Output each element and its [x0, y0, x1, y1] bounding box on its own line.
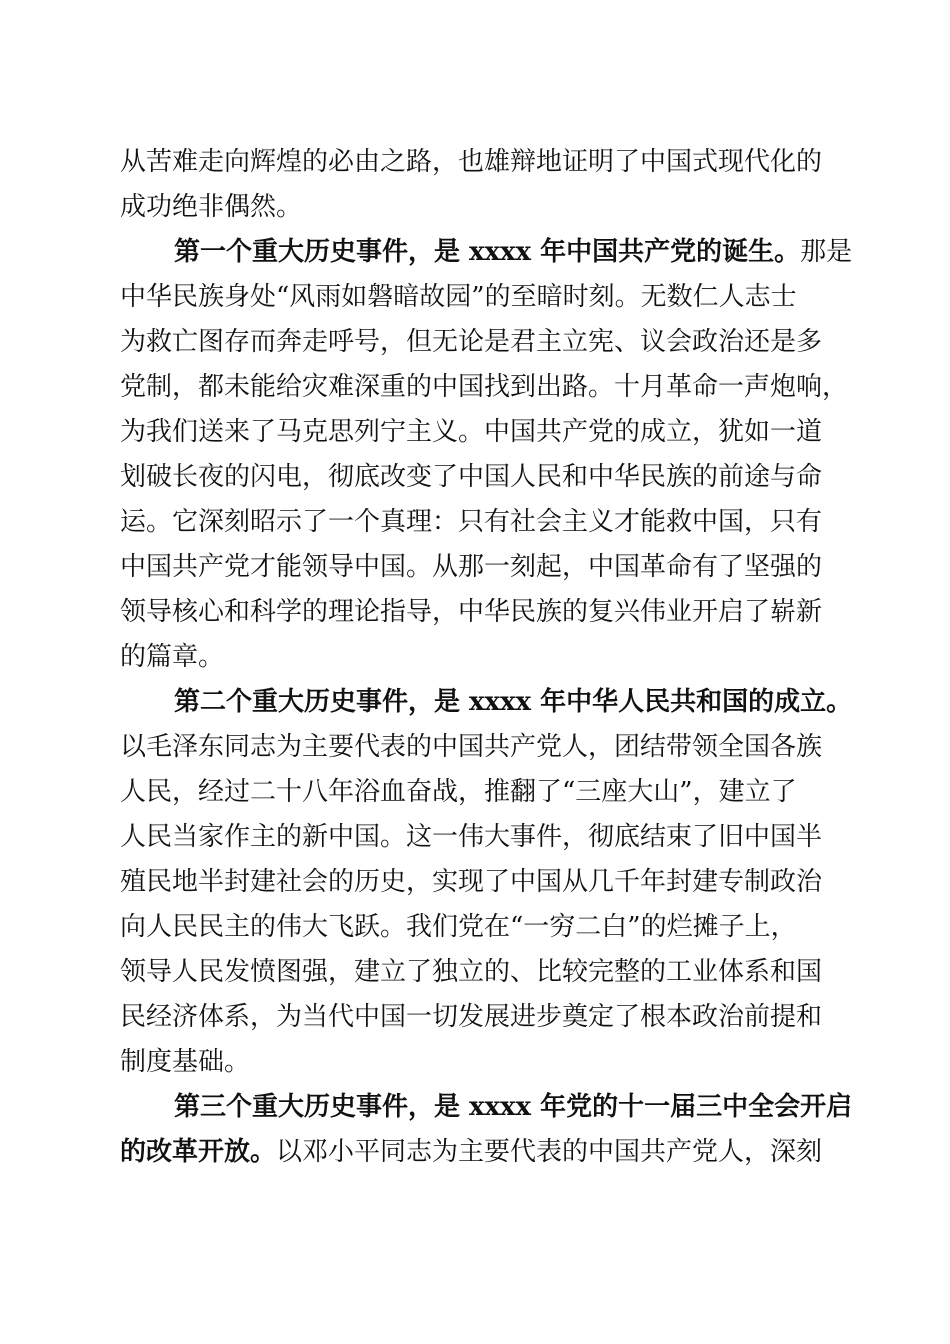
text-run: 以邓小平同志为主要代表的中国共产党人，深刻	[276, 1137, 823, 1167]
paragraph-1-start	[120, 230, 853, 275]
text-line: 殖民地半封建社会的历史，实现了中国从几千年封建专制政治	[120, 867, 823, 897]
text-line: 划破长夜的闪电，彻底改变了中国人民和中华民族的前途与命	[120, 462, 823, 492]
text-line: 人民，经过二十八年浴血奋战，推翻了“三座大山”，建立了	[120, 777, 797, 807]
text-line	[120, 1130, 835, 1175]
text-line: 向人民民主的伟大飞跃。我们党在“一穷二白”的烂摊子上，	[120, 912, 797, 942]
text-line: 为我们送来了马克思列宁主义。中国共产党的成立，犹如一道	[120, 417, 823, 447]
text-line: 为救亡图存而奔走呼号，但无论是君主立宪、议会政治还是多	[120, 327, 823, 357]
section-heading-3-cont: 的改革开放。	[120, 1137, 277, 1167]
text-line: 的篇章。	[120, 642, 225, 672]
text-line: 以毛泽东同志为主要代表的中国共产党人，团结带领全国各族	[120, 732, 823, 762]
text-line: 成功绝非偶然。	[120, 192, 303, 222]
paragraph-3-start	[120, 1085, 853, 1130]
text-line: 领导核心和科学的理论指导，中华民族的复兴伟业开启了崭新	[120, 597, 823, 627]
text-line: 中华民族身处“风雨如磐暗故园”的至暗时刻。无数仁人志士	[120, 282, 797, 312]
section-heading-3: 第三个重大历史事件，是 xxxx 年党的十一届三中全会开启	[174, 1092, 853, 1122]
text-line: 人民当家作主的新中国。这一伟大事件，彻底结束了旧中国半	[120, 822, 823, 852]
text-line: 运。它深刻昭示了一个真理：只有社会主义才能救中国，只有	[120, 507, 823, 537]
body-text	[120, 140, 853, 1175]
text-line: 领导人民发愤图强，建立了独立的、比较完整的工业体系和国	[120, 957, 823, 987]
paragraph-2-start	[120, 680, 853, 725]
text-line: 制度基础。	[120, 1047, 251, 1077]
section-heading-2: 第二个重大历史事件，是 xxxx 年中华人民共和国的成立。	[174, 687, 853, 717]
text-run: 那是	[800, 237, 853, 267]
section-heading-1: 第一个重大历史事件，是 xxxx 年中国共产党的诞生。	[174, 237, 801, 267]
text-line: 党制，都未能给灾难深重的中国找到出路。十月革命一声炮响，	[120, 372, 849, 402]
text-line: 从苦难走向辉煌的必由之路，也雄辩地证明了中国式现代化的	[120, 147, 823, 177]
text-line: 民经济体系，为当代中国一切发展进步奠定了根本政治前提和	[120, 1002, 823, 1032]
text-line: 中国共产党才能领导中国。从那一刻起，中国革命有了坚强的	[120, 552, 823, 582]
